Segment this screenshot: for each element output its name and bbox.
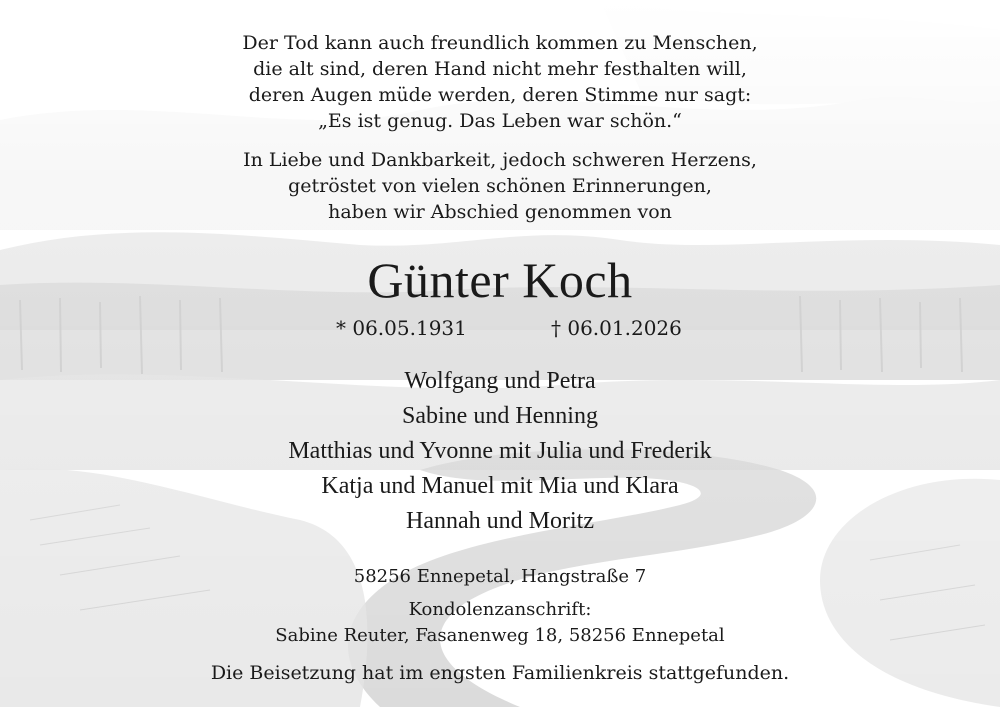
family-line: Hannah und Moritz bbox=[406, 508, 594, 534]
intro-block bbox=[0, 147, 1000, 225]
death-date: † 06.01.2026 bbox=[551, 316, 682, 340]
poem-line: Der Tod kann auch freundlich kommen zu Menschen, bbox=[242, 32, 758, 54]
family-address: 58256 Ennepetal, Hangstraße 7 bbox=[353, 566, 647, 587]
condolence-block bbox=[0, 597, 1000, 649]
poem-block bbox=[0, 30, 1000, 134]
condolence-label: Kondolenzanschrift: bbox=[408, 599, 592, 620]
family-list bbox=[0, 364, 1000, 539]
family-line: Matthias und Yvonne mit Julia und Frederik bbox=[288, 438, 712, 464]
intro-line: In Liebe und Dankbarkeit, jedoch schweren Herzens, bbox=[243, 149, 757, 171]
burial-note: Die Beisetzung hat im engsten Familienkreis stattgefunden. bbox=[210, 662, 790, 684]
poem-line: deren Augen müde werden, deren Stimme nur sagt: bbox=[248, 84, 752, 106]
family-line: Sabine und Henning bbox=[402, 403, 598, 429]
family-line: Katja und Manuel mit Mia und Klara bbox=[321, 473, 679, 499]
poem-line: die alt sind, deren Hand nicht mehr festhalten will, bbox=[253, 58, 747, 80]
intro-line: haben wir Abschied genommen von bbox=[328, 201, 672, 223]
family-line: Wolfgang und Petra bbox=[404, 368, 596, 394]
condolence-address: Sabine Reuter, Fasanenweg 18, 58256 Ennepetal bbox=[275, 625, 725, 646]
deceased-name: Günter Koch bbox=[367, 252, 633, 308]
poem-line: „Es ist genug. Das Leben war schön.“ bbox=[318, 110, 682, 132]
birth-date: * 06.05.1931 bbox=[336, 316, 467, 340]
intro-line: getröstet von vielen schönen Erinnerungen, bbox=[288, 175, 712, 197]
